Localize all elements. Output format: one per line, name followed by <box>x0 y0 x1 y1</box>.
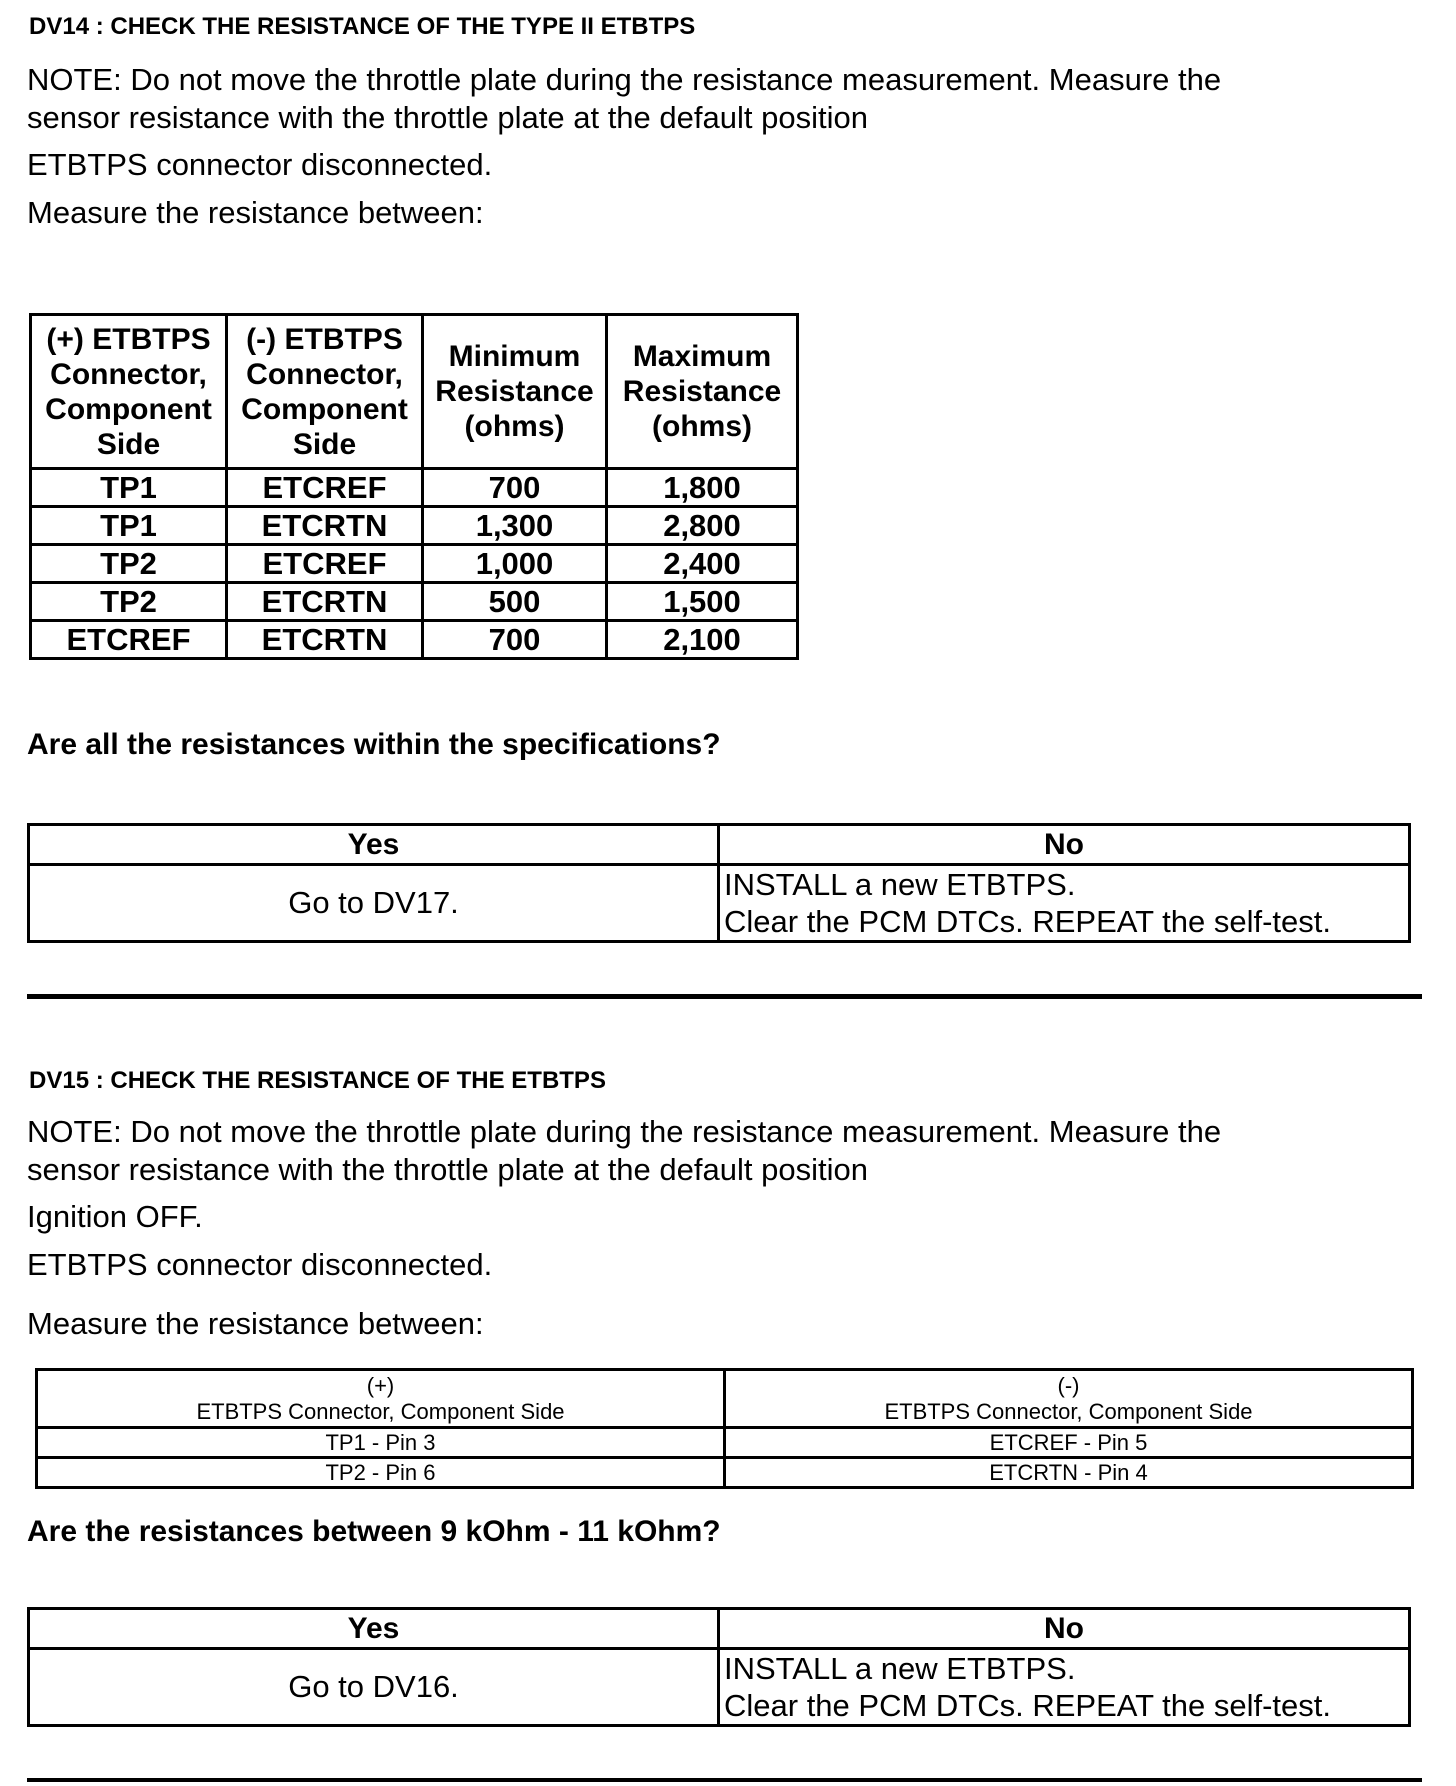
table-row <box>31 545 798 583</box>
header-positive-connector: (+) ETBTPS Connector, Component Side <box>31 315 227 469</box>
dv15-question: Are the resistances between 9 kOhm - 11 kOhm? <box>27 1515 721 1548</box>
yes-header: Yes <box>29 1609 719 1649</box>
dv15-instruction: Measure the resistance between: <box>27 1306 484 1341</box>
dv15-pin-table <box>35 1368 1414 1489</box>
cell-positive: TP2 - Pin 6 <box>37 1458 725 1488</box>
cell-min: 1,300 <box>423 507 607 545</box>
dv14-condition: ETBTPS connector disconnected. <box>27 147 493 182</box>
cell-negative: ETCREF - Pin 5 <box>725 1428 1413 1458</box>
cell-min: 1,000 <box>423 545 607 583</box>
yes-header: Yes <box>29 825 719 865</box>
cell-max: 2,100 <box>607 621 798 659</box>
cell-min: 700 <box>423 621 607 659</box>
cell-negative: ETCRTN - Pin 4 <box>725 1458 1413 1488</box>
dv14-instruction: Measure the resistance between: <box>27 195 484 230</box>
section-divider <box>27 994 1422 999</box>
header-minimum-resistance: Minimum Resistance (ohms) <box>423 315 607 469</box>
dv14-title: DV14 : CHECK THE RESISTANCE OF THE TYPE II ETBTPS <box>29 13 696 40</box>
cell-positive: TP1 <box>31 507 227 545</box>
dv15-decision-table <box>27 1607 1411 1727</box>
cell-positive: TP2 <box>31 545 227 583</box>
cell-negative: ETCRTN <box>227 583 423 621</box>
table-row <box>31 507 798 545</box>
cell-negative: ETCRTN <box>227 621 423 659</box>
dv14-spec-table <box>29 313 799 660</box>
cell-positive: TP2 <box>31 583 227 621</box>
cell-min: 500 <box>423 583 607 621</box>
table-row <box>37 1458 1413 1488</box>
table-row <box>31 469 798 507</box>
header-negative-connector: (-) ETBTPS Connector, Component Side <box>725 1370 1413 1428</box>
cell-max: 1,500 <box>607 583 798 621</box>
cell-positive: TP1 - Pin 3 <box>37 1428 725 1458</box>
cell-positive: TP1 <box>31 469 227 507</box>
table-row <box>31 583 798 621</box>
yes-action: Go to DV17. <box>29 865 719 942</box>
dv14-note-line2: sensor resistance with the throttle plate at the default position <box>27 100 868 135</box>
dv14-decision-table <box>27 823 1411 943</box>
dv15-note-line1: NOTE: Do not move the throttle plate during the resistance measurement. Measure the <box>27 1114 1222 1149</box>
section-divider <box>27 1778 1422 1782</box>
cell-negative: ETCREF <box>227 545 423 583</box>
no-action: INSTALL a new ETBTPS. Clear the PCM DTCs. REPEAT the self-test. <box>719 865 1410 942</box>
cell-min: 700 <box>423 469 607 507</box>
no-header: No <box>719 1609 1410 1649</box>
no-action: INSTALL a new ETBTPS. Clear the PCM DTCs. REPEAT the self-test. <box>719 1649 1410 1726</box>
header-maximum-resistance: Maximum Resistance (ohms) <box>607 315 798 469</box>
dv15-note-line2: sensor resistance with the throttle plate at the default position <box>27 1152 868 1187</box>
header-positive-connector: (+) ETBTPS Connector, Component Side <box>37 1370 725 1428</box>
no-header: No <box>719 825 1410 865</box>
dv14-note-line1: NOTE: Do not move the throttle plate during the resistance measurement. Measure the <box>27 62 1222 97</box>
table-row <box>37 1428 1413 1458</box>
cell-max: 2,400 <box>607 545 798 583</box>
table-row <box>31 621 798 659</box>
dv15-condition-ignition: Ignition OFF. <box>27 1199 203 1234</box>
cell-positive: ETCREF <box>31 621 227 659</box>
dv15-title: DV15 : CHECK THE RESISTANCE OF THE ETBTPS <box>29 1067 606 1094</box>
cell-max: 2,800 <box>607 507 798 545</box>
header-negative-connector: (-) ETBTPS Connector, Component Side <box>227 315 423 469</box>
cell-max: 1,800 <box>607 469 798 507</box>
cell-negative: ETCREF <box>227 469 423 507</box>
yes-action: Go to DV16. <box>29 1649 719 1726</box>
cell-negative: ETCRTN <box>227 507 423 545</box>
dv15-condition-connector: ETBTPS connector disconnected. <box>27 1247 493 1282</box>
dv14-question: Are all the resistances within the specifications? <box>27 728 721 761</box>
